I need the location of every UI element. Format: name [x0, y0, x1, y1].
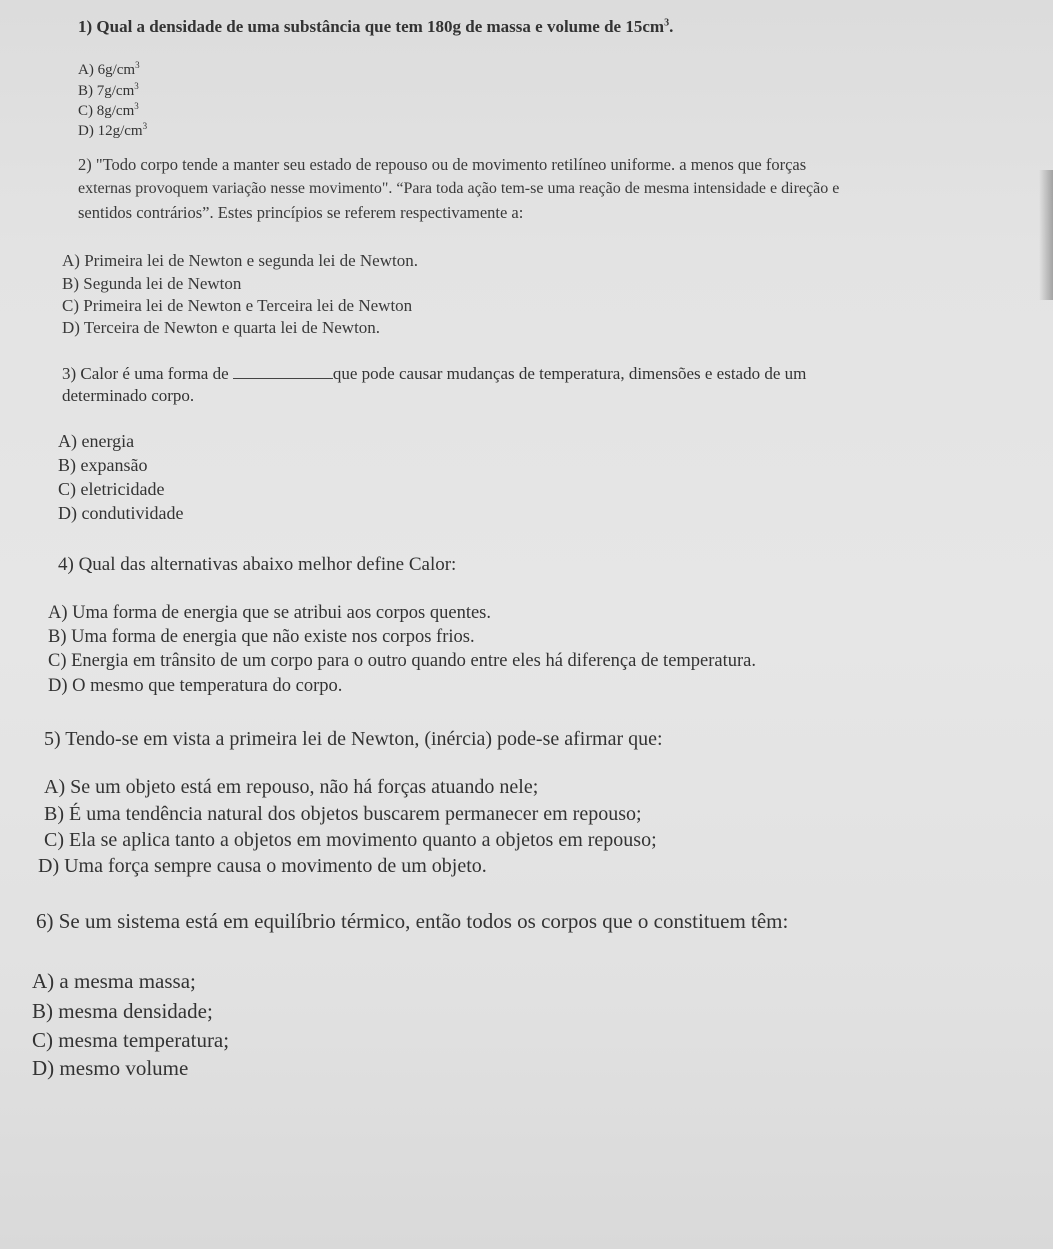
question-3-after-blank: que pode causar mudanças de temperatura, dimensões e estado de um: [332, 364, 807, 383]
q4-option-d: D) O mesmo que temperatura do corpo.: [48, 676, 343, 696]
question-1: [78, 18, 673, 35]
question-2-line-2: externas provoquem variação nesse movimento". “Para toda ação tem-se uma reação de mesma intensidade e direção e: [78, 180, 840, 197]
q6-option-d: D) mesmo volume: [32, 1056, 189, 1080]
question-3-before-blank: 3) Calor é uma forma de: [62, 364, 229, 383]
q1-option-b-text: B) 7g/cm: [78, 83, 135, 99]
question-1-suffix: .: [669, 17, 674, 36]
q5-option-a: A) Se um objeto está em repouso, não há forças atuando nele;: [44, 776, 539, 798]
page-edge-shadow: [1039, 170, 1053, 300]
q6-option-a: A) a mesma massa;: [32, 969, 196, 993]
q1-option-c: [78, 102, 139, 119]
q3-option-c: C) eletricidade: [58, 479, 165, 499]
q2-option-b: B) Segunda lei de Newton: [62, 274, 242, 293]
q6-option-b: B) mesma densidade;: [32, 999, 213, 1023]
q1-option-d-sup: 3: [142, 121, 148, 131]
question-2-line-1: 2) "Todo corpo tende a manter seu estado de repouso ou de movimento retilíneo uniforme. a menos que forças: [78, 155, 807, 174]
q4-option-b: B) Uma forma de energia que não existe nos corpos frios.: [48, 627, 475, 647]
q1-option-a-sup: 3: [135, 60, 140, 70]
question-6: 6) Se um sistema está em equilíbrio térmico, então todos os corpos que o constituem têm:: [36, 909, 789, 933]
q1-option-a: [78, 61, 140, 78]
q1-option-a-text: A) 6g/cm: [78, 62, 136, 78]
q6-option-c: C) mesma temperatura;: [32, 1028, 230, 1052]
q5-option-c: C) Ela se aplica tanto a objetos em movimento quanto a objetos em repouso;: [44, 829, 657, 851]
q1-option-b: [78, 82, 139, 99]
answer-blank: [233, 364, 333, 379]
question-4: 4) Qual das alternativas abaixo melhor define Calor:: [58, 554, 457, 575]
question-3-line-1: [62, 364, 806, 382]
q1-option-d-text: D) 12g/cm: [78, 123, 143, 139]
q2-option-a: A) Primeira lei de Newton e segunda lei de Newton.: [62, 251, 418, 270]
q3-option-d: D) condutividade: [58, 503, 184, 523]
q2-option-c: C) Primeira lei de Newton e Terceira lei de Newton: [62, 296, 413, 315]
question-5: 5) Tendo-se em vista a primeira lei de Newton, (inércia) pode-se afirmar que:: [44, 728, 663, 750]
q4-option-c: C) Energia em trânsito de um corpo para o outro quando entre eles há diferença de temperatura.: [48, 651, 757, 671]
q1-option-c-sup: 3: [134, 101, 139, 111]
q3-option-b: B) expansão: [58, 455, 148, 475]
q3-option-a: A) energia: [58, 431, 135, 451]
question-2-line-3: sentidos contrários”. Estes princípios se referem respectivamente a:: [78, 203, 524, 222]
q5-option-d: D) Uma força sempre causa o movimento de um objeto.: [38, 855, 487, 877]
q1-option-b-sup: 3: [134, 81, 139, 91]
q4-option-a: A) Uma forma de energia que se atribui aos corpos quentes.: [48, 603, 491, 623]
q1-option-c-text: C) 8g/cm: [78, 103, 135, 119]
q5-option-b: B) É uma tendência natural dos objetos buscarem permanecer em repouso;: [44, 803, 642, 825]
question-1-sup: 3: [664, 17, 670, 29]
q2-option-d: D) Terceira de Newton e quarta lei de Newton.: [62, 318, 381, 337]
question-3-line-2: determinado corpo.: [62, 386, 195, 405]
q1-option-d: [78, 122, 147, 139]
question-1-text: 1) Qual a densidade de uma substância que tem 180g de massa e volume de 15cm: [78, 17, 665, 36]
